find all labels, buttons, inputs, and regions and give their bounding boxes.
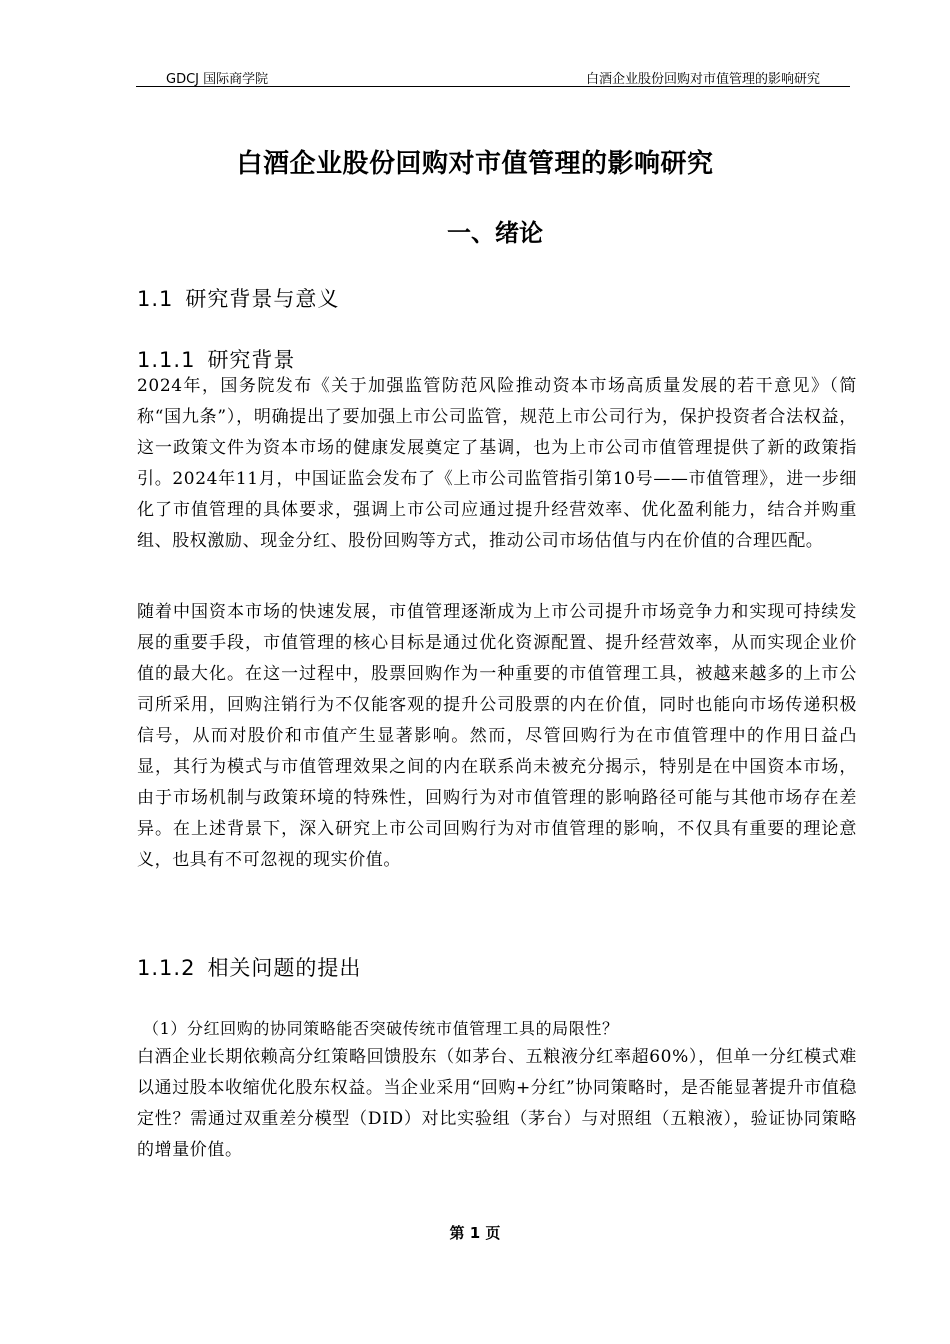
paragraph-market-value-management: 随着中国资本市场的快速发展，市值管理逐渐成为上市公司提升市场竞争力和实现可持续发展的重要手段，市值管理的核心目标是通过优化资源配置、提升经营效率，从而实现企业价值的最大化。在这一过程中，股票回购作为一种重要的市值管理工具，被越来越多的上市公司所采用，回购注销行为不仅能客观的提升公司股票的内在价值，同时也能向市场传递积极信号，从而对股价和市值产生显著影响。然而，尽管回购行为在市值管理中的作用日益凸显，其行为模式与市值管理效果之间的内在联系尚未被充分揭示，特别是在中国资本市场，由于市场机制与政策环境的特殊性，回购行为对市值管理的影响路径可能与其他市场存在差异。在上述背景下，深入研究上市公司回购行为对市值管理的影响，不仅具有重要的理论意义，也具有不可忽视的现实价值。: [137, 602, 857, 870]
page-header: [136, 68, 850, 87]
document-title: 白酒企业股份回购对市值管理的影响研究: [236, 149, 714, 179]
section-heading-1-1-2: [137, 952, 361, 982]
header-institution: GDCJ 国际商学院: [166, 72, 269, 87]
chapter-heading: 一、绪论: [447, 219, 543, 247]
section-title: 相关问题的提出: [207, 956, 362, 980]
section-number: 1.1.2: [137, 956, 196, 980]
page-number: 第 1 页: [449, 1224, 501, 1242]
section-title: 研究背景与意义: [185, 287, 340, 311]
section-number: 1.1.1: [137, 348, 196, 372]
paragraph-question-1: 白酒企业长期依赖高分红策略回馈股东（如茅台、五粮液分红率超60%），但单一分红模式难以通过股本收缩优化股东权益。当企业采用“回购+分红”协同策略时，是否能显著提升市值稳定性？需通过双重差分模型（DID）对比实验组（茅台）与对照组（五粮液），验证协同策略的增量价值。: [137, 1047, 857, 1160]
section-heading-1-1: [137, 283, 339, 313]
section-number: 1.1: [137, 287, 174, 311]
paragraph-background: 2024年，国务院发布《关于加强监管防范风险推动资本市场高质量发展的若干意见》（简称“国九条”），明确提出了要加强上市公司监管，规范上市公司行为，保护投资者合法权益，这一政策文件为资本市场的健康发展奠定了基调，也为上市公司市值管理提供了新的政策指引。2024年11月，中国证监会发布了《上市公司监管指引第10号——市值管理》，进一步细化了市值管理的具体要求，强调上市公司应通过提升经营效率、优化盈利能力，结合并购重组、股权激励、现金分红、股份回购等方式，推动公司市场估值与内在价值的合理匹配。: [137, 376, 857, 551]
section-heading-1-1-1: [137, 344, 295, 374]
section-title: 研究背景: [207, 348, 296, 372]
question-1: （1）分红回购的协同策略能否突破传统市值管理工具的局限性？: [143, 1019, 619, 1038]
header-doc-title: 白酒企业股份回购对市值管理的影响研究: [585, 72, 820, 87]
